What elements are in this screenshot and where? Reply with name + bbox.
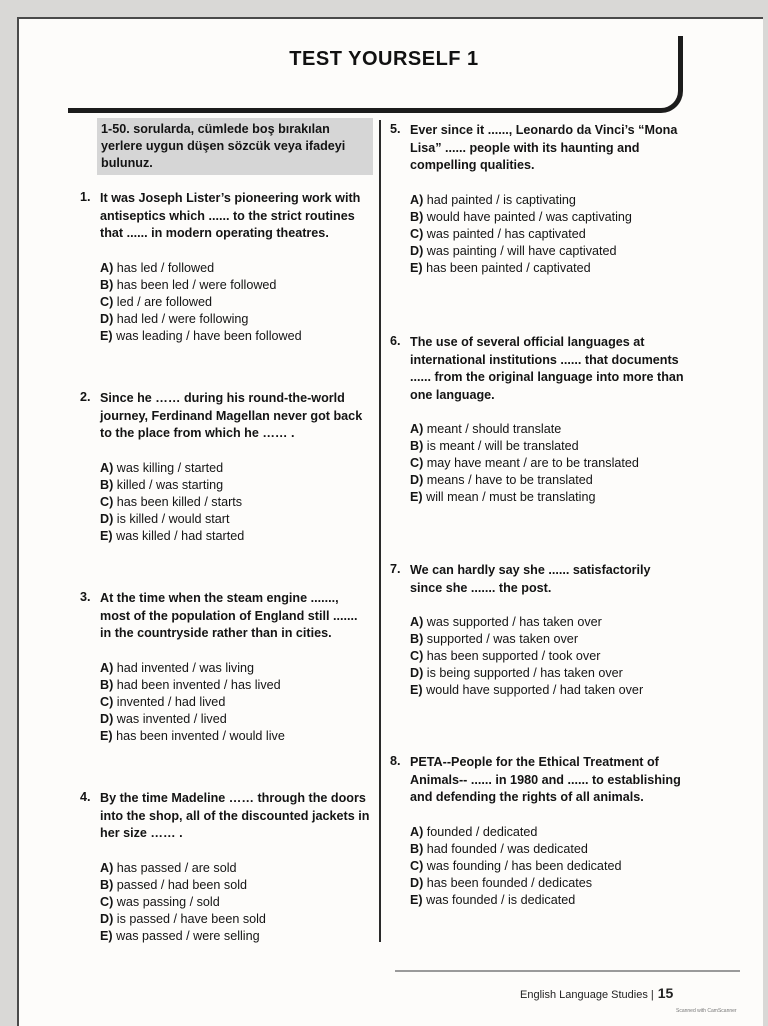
question-number: 5.	[390, 122, 401, 136]
footer-label: English Language Studies |	[520, 989, 654, 1001]
question-number: 2.	[80, 390, 91, 404]
question-stem: At the time when the steam engine ......., most of the population of England still ....... in the countryside rather than in cities.	[100, 591, 358, 640]
question-number: 3.	[80, 590, 91, 604]
question-stem: The use of several official languages at international institutions ...... that documents ...... from the original language into more than one language.	[410, 335, 684, 402]
option-a: A) was killing / started	[100, 460, 224, 475]
page-number: 15	[657, 985, 674, 1001]
option-a: A) has passed / are sold	[100, 860, 237, 875]
question-number: 6.	[390, 334, 401, 348]
option-d: D) is killed / would start	[100, 511, 230, 526]
question-5	[390, 122, 686, 277]
question-number: 1.	[80, 190, 91, 204]
question-6	[390, 334, 690, 506]
option-a: A) had painted / is captivating	[410, 192, 576, 207]
question-stem: It was Joseph Lister’s pioneering work with antiseptics which ...... to the strict routines that ...... in modern operating theatres.	[100, 191, 361, 240]
question-number: 8.	[390, 754, 401, 768]
scan-watermark: Scanned with CamScanner	[676, 1008, 737, 1014]
option-b: B) had founded / was dedicated	[410, 841, 588, 856]
option-c: C) was founding / has been dedicated	[410, 858, 622, 873]
option-b: B) passed / had been sold	[100, 877, 248, 892]
question-stem: Ever since it ......, Leonardo da Vinci’s “Mona Lisa” ...... people with its haunting and compelling qualities.	[410, 123, 678, 172]
page-footer	[520, 985, 673, 1001]
question-8	[390, 754, 690, 909]
option-b: B) would have painted / was captivating	[410, 209, 632, 224]
instruction-box: 1-50. sorularda, cümlede boş bırakılan yerlere uygun düşen sözcük veya ifadeyi bulunuz.	[97, 118, 373, 175]
option-b: B) is meant / will be translated	[410, 439, 579, 453]
question-stem: We can hardly say she ...... satisfactorily since she ....... the post.	[410, 563, 651, 595]
option-c: C) has been supported / took over	[410, 649, 601, 663]
page-title: TEST YOURSELF 1	[289, 48, 479, 70]
question-number: 7.	[390, 562, 401, 576]
question-2	[80, 390, 372, 545]
option-a: A) founded / dedicated	[410, 824, 538, 839]
option-e: E) was founded / is dedicated	[410, 892, 576, 907]
option-e: E) has been painted / captivated	[410, 260, 591, 275]
option-d: D) was invented / lived	[100, 711, 227, 726]
option-d: D) was painting / will have captivated	[410, 243, 617, 258]
option-d: D) had led / were following	[100, 311, 249, 326]
option-d: D) is being supported / has taken over	[410, 666, 623, 680]
option-d: D) has been founded / dedicates	[410, 875, 593, 890]
option-e: E) would have supported / had taken over	[410, 683, 644, 697]
option-e: E) has been invented / would live	[100, 728, 285, 743]
option-c: C) may have meant / are to be translated	[410, 456, 639, 470]
question-number: 4.	[80, 790, 91, 804]
option-c: C) led / are followed	[100, 294, 213, 309]
question-1	[80, 190, 370, 345]
question-stem: By the time Madeline …… through the doors into the shop, all of the discounted jackets in her size …… .	[100, 791, 370, 840]
option-b: B) had been invented / has lived	[100, 677, 281, 692]
option-e: E) was passed / were selling	[100, 928, 260, 943]
option-b: B) supported / was taken over	[410, 632, 579, 646]
question-stem: PETA--People for the Ethical Treatment of Animals-- ...... in 1980 and ...... to establishing and defending the rights of all animals.	[410, 755, 681, 804]
question-3	[80, 590, 372, 745]
option-c: C) was painted / has captivated	[410, 226, 586, 241]
option-c: C) invented / had lived	[100, 694, 226, 709]
option-c: C) has been killed / starts	[100, 494, 243, 509]
option-d: D) is passed / have been sold	[100, 911, 266, 926]
option-a: A) had invented / was living	[100, 660, 255, 675]
option-e: E) was killed / had started	[100, 528, 245, 543]
footer-rule	[395, 970, 740, 972]
option-e: E) was leading / have been followed	[100, 328, 302, 343]
option-b: B) has been led / were followed	[100, 277, 277, 292]
option-e: E) will mean / must be translating	[410, 490, 596, 504]
question-stem: Since he …… during his round-the-world journey, Ferdinand Magellan never got back to the place from which he …… .	[100, 391, 363, 440]
option-c: C) was passing / sold	[100, 894, 220, 909]
question-4	[80, 790, 372, 945]
option-b: B) killed / was starting	[100, 477, 224, 492]
option-a: A) has led / followed	[100, 260, 215, 275]
option-a: A) was supported / has taken over	[410, 615, 602, 629]
option-d: D) means / have to be translated	[410, 473, 593, 487]
question-7	[390, 562, 686, 699]
column-divider	[379, 120, 381, 942]
option-a: A) meant / should translate	[410, 422, 562, 436]
